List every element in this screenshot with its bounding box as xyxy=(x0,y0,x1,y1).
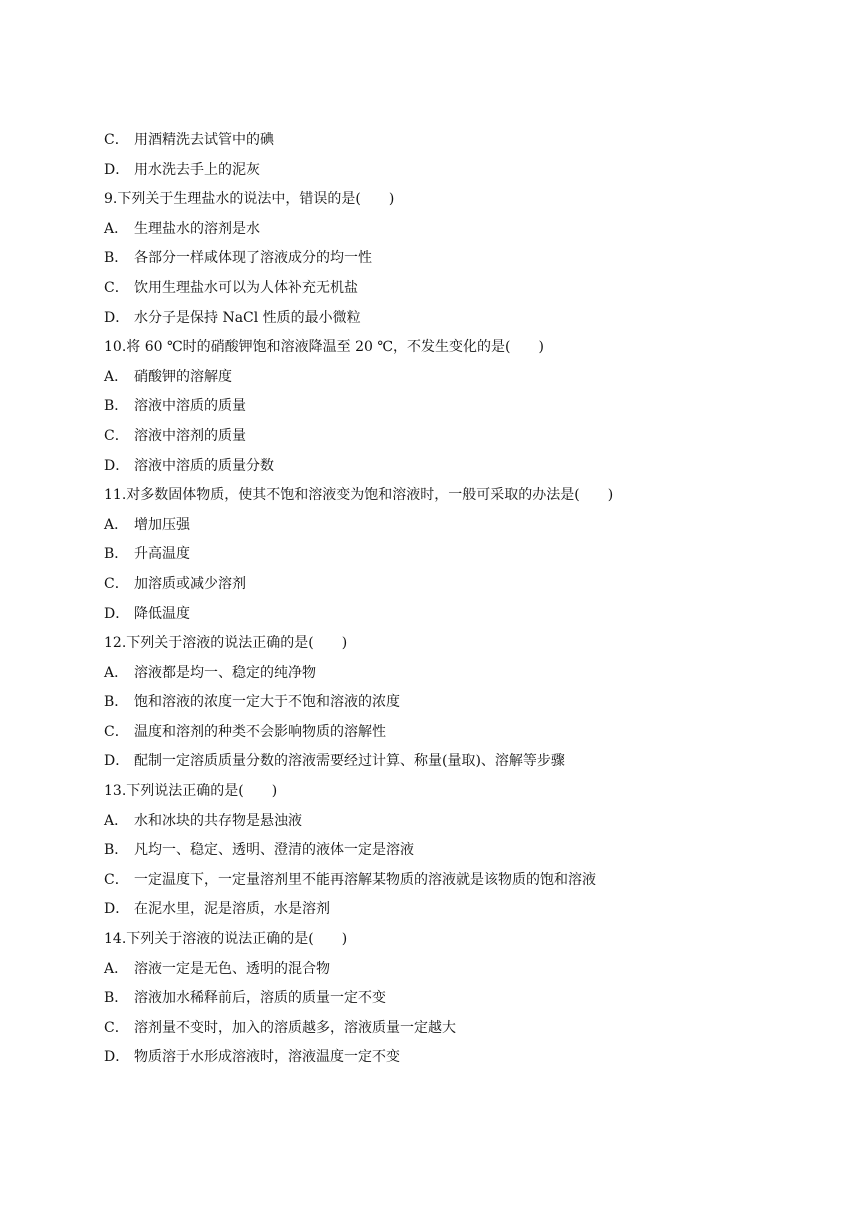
option-text: 配制一定溶质质量分数的溶液需要经过计算、称量(量取)、溶解等步骤 xyxy=(134,753,565,770)
question-stem: 13.下列说法正确的是( ) xyxy=(104,783,278,800)
question-stem: 14.下列关于溶液的说法正确的是( ) xyxy=(104,931,348,948)
option-letter: D． xyxy=(104,1049,130,1066)
option-letter: B． xyxy=(104,694,129,711)
option-letter: B． xyxy=(104,842,129,859)
option-text: 升高温度 xyxy=(134,546,190,563)
option-letter: A． xyxy=(104,812,129,829)
option-line xyxy=(104,126,824,156)
question-stem: 11.对多数固体物质，使其不饱和溶液变为饱和溶液时，一般可采取的办法是( ) xyxy=(104,487,614,504)
option-line xyxy=(104,688,824,718)
option-letter: A． xyxy=(104,220,129,237)
option-text: 加溶质或减少溶剂 xyxy=(134,575,246,592)
option-text: 溶液中溶质的质量分数 xyxy=(134,457,274,474)
option-text: 在泥水里，泥是溶质，水是溶剂 xyxy=(134,901,330,918)
option-letter: C． xyxy=(104,279,129,296)
option-letter: C． xyxy=(104,132,129,148)
option-text: 溶液中溶剂的质量 xyxy=(134,427,246,444)
option-letter: A． xyxy=(104,960,129,977)
option-line xyxy=(104,422,824,452)
option-letter: D． xyxy=(104,309,130,326)
option-text: 一定温度下，一定量溶剂里不能再溶解某物质的溶液就是该物质的饱和溶液 xyxy=(134,871,596,888)
option-line xyxy=(104,836,824,866)
option-text: 增加压强 xyxy=(134,516,190,533)
option-text: 用水洗去手上的泥灰 xyxy=(134,161,260,178)
option-line xyxy=(104,718,824,748)
option-line xyxy=(104,156,824,186)
option-text: 用酒精洗去试管中的碘 xyxy=(134,132,274,148)
option-line xyxy=(104,807,824,837)
option-line xyxy=(104,215,824,245)
option-text: 温度和溶剂的种类不会影响物质的溶解性 xyxy=(134,723,386,740)
option-text: 饮用生理盐水可以为人体补充无机盐 xyxy=(134,279,358,296)
option-letter: C． xyxy=(104,1019,129,1036)
option-text: 水和冰块的共存物是悬浊液 xyxy=(134,812,302,829)
option-letter: D． xyxy=(104,753,130,770)
option-letter: D． xyxy=(104,161,130,178)
option-letter: D． xyxy=(104,457,130,474)
option-line xyxy=(104,1014,824,1044)
option-line xyxy=(104,452,824,482)
option-text: 溶液中溶质的质量 xyxy=(134,398,246,415)
option-letter: A． xyxy=(104,368,129,385)
option-line xyxy=(104,511,824,541)
option-line xyxy=(104,570,824,600)
option-line xyxy=(104,392,824,422)
option-text: 溶液都是均一、稳定的纯净物 xyxy=(134,664,316,681)
option-line xyxy=(104,659,824,689)
option-letter: C． xyxy=(104,427,129,444)
option-line xyxy=(104,895,824,925)
option-text: 物质溶于水形成溶液时，溶液温度一定不变 xyxy=(134,1049,400,1066)
option-letter: B． xyxy=(104,546,129,563)
option-text: 溶液加水稀释前后，溶质的质量一定不变 xyxy=(134,990,386,1007)
option-letter: B． xyxy=(104,990,129,1007)
option-text: 凡均一、稳定、透明、澄清的液体一定是溶液 xyxy=(134,842,414,859)
option-letter: D． xyxy=(104,901,130,918)
option-letter: C． xyxy=(104,723,129,740)
option-line xyxy=(104,540,824,570)
option-line xyxy=(104,363,824,393)
option-line xyxy=(104,304,824,334)
option-line xyxy=(104,955,824,985)
option-letter: C． xyxy=(104,575,129,592)
option-letter: B． xyxy=(104,398,129,415)
question-stem: 12.下列关于溶液的说法正确的是( ) xyxy=(104,635,348,652)
option-line xyxy=(104,747,824,777)
question-list xyxy=(104,126,824,1073)
question-stem: 9.下列关于生理盐水的说法中，错误的是( ) xyxy=(104,191,395,208)
option-text: 饱和溶液的浓度一定大于不饱和溶液的浓度 xyxy=(134,694,400,711)
option-text: 水分子是保持 NaCl 性质的最小微粒 xyxy=(134,309,361,326)
option-line xyxy=(104,274,824,304)
option-letter: C． xyxy=(104,871,129,888)
option-text: 各部分一样咸体现了溶液成分的均一性 xyxy=(134,250,372,267)
option-text: 生理盐水的溶剂是水 xyxy=(134,220,260,237)
option-line xyxy=(104,984,824,1014)
option-line xyxy=(104,244,824,274)
option-line xyxy=(104,866,824,896)
option-line xyxy=(104,1043,824,1073)
option-letter: A． xyxy=(104,516,129,533)
option-text: 降低温度 xyxy=(134,605,190,622)
option-text: 溶剂量不变时，加入的溶质越多，溶液质量一定越大 xyxy=(134,1019,456,1036)
option-letter: A． xyxy=(104,664,129,681)
option-text: 溶液一定是无色、透明的混合物 xyxy=(134,960,330,977)
option-letter: B． xyxy=(104,250,129,267)
option-text: 硝酸钾的溶解度 xyxy=(134,368,232,385)
question-stem: 10.将 60 ℃时的硝酸钾饱和溶液降温至 20 ℃，不发生变化的是( ) xyxy=(104,339,544,356)
option-letter: D． xyxy=(104,605,130,622)
option-line xyxy=(104,600,824,630)
